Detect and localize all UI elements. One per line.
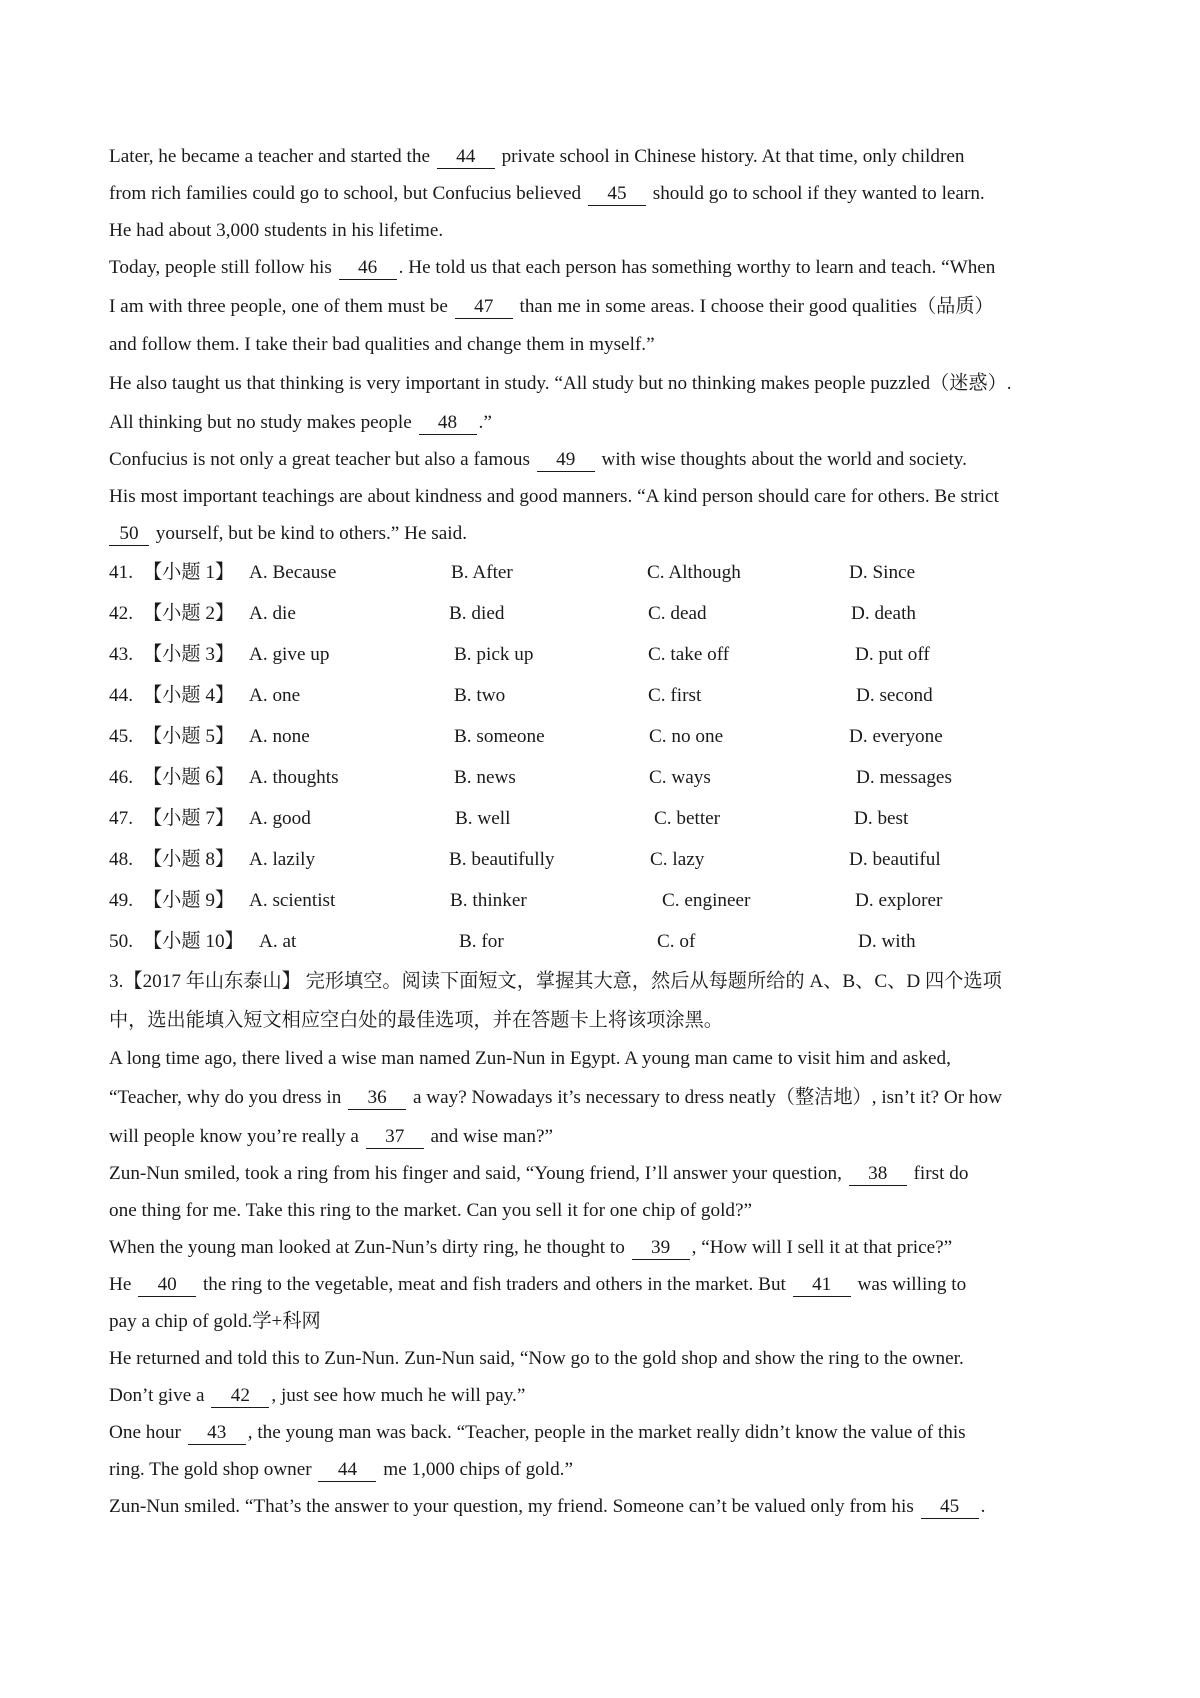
text: yourself, but be kind to others.” He said. [155,523,467,544]
option-d: D. death [851,603,917,624]
passage2-line-10 [109,1384,1100,1408]
question-number: 46. [109,767,133,788]
text: All thinking but no study makes people [109,412,412,433]
option-d: D. Since [849,562,916,583]
passage1-line-3: He had about 3,000 students in his lifetime. [109,220,444,241]
option-b: B. someone [454,726,545,747]
option-b: B. beautifully [449,849,555,870]
option-c: C. dead [648,603,707,624]
passage1-line-5 [109,295,1100,319]
question-number: 41. [109,562,133,583]
blank-49: 49 [537,450,595,472]
passage1-line-2 [109,182,1100,206]
question-row [109,930,1109,954]
question-tag: 【小题 8】 [143,849,235,870]
passage1-line-4 [109,256,1100,280]
text: I am with three people, one of them must be [109,296,448,317]
passage2-line-7 [109,1273,1100,1297]
option-b: B. well [455,808,511,829]
text: a way? Nowadays it’s necessary to dress neatly（整洁地）, isn’t it? Or how [412,1087,1002,1108]
passage2-line-4 [109,1162,1100,1186]
question-tag: 【小题 6】 [143,767,235,788]
question-tag: 【小题 3】 [143,644,235,665]
passage2-line-13 [109,1495,1100,1519]
option-a: A. give up [249,644,330,665]
question-number: 42. [109,603,133,624]
text: , the young man was back. “Teacher, people in the market really didn’t know the value of this [247,1422,966,1443]
blank-44: 44 [437,147,495,169]
question-row [109,807,1109,831]
option-a: A. at [259,931,297,952]
text: Zun-Nun smiled. “That’s the answer to your question, my friend. Someone can’t be valued only from his [109,1496,914,1517]
question-tag: 【小题 4】 [143,685,235,706]
option-d: D. second [856,685,933,706]
option-d: D. beautiful [849,849,941,870]
passage2-line-1: A long time ago, there lived a wise man named Zun-Nun in Egypt. A young man came to visit him and asked, [109,1048,951,1069]
question-row [109,561,1109,585]
option-b: B. two [454,685,506,706]
text: Later, he became a teacher and started the [109,146,430,167]
question-number: 44. [109,685,133,706]
passage1-line-1 [109,145,1100,169]
option-a: A. scientist [249,890,336,911]
option-c: C. ways [649,767,711,788]
text: Zun-Nun smiled, took a ring from his finger and said, “Young friend, I’ll answer your question, [109,1163,842,1184]
question-tag: 【小题 7】 [143,808,235,829]
blank-38: 38 [849,1164,907,1186]
text: the ring to the vegetable, meat and fish traders and others in the market. But [202,1274,786,1295]
question-row [109,889,1109,913]
blank-36: 36 [348,1088,406,1110]
text: “Teacher, why do you dress in [109,1087,342,1108]
text: , “How will I sell it at that price?” [691,1237,953,1258]
text: from rich families could go to school, but Confucius believed [109,183,582,204]
question-tag: 【小题 2】 [143,603,235,624]
blank-40: 40 [138,1275,196,1297]
blank-50: 50 [109,524,149,546]
option-a: A. Because [249,562,337,583]
passage1-line-10: His most important teachings are about kindness and good manners. “A kind person should care for others. Be strict [109,486,999,507]
blank-39: 39 [632,1238,690,1260]
option-d: D. put off [855,644,930,665]
option-a: A. die [249,603,296,624]
section3-heading-line-2: 中，选出能填入短文相应空白处的最佳选项，并在答题卡上将该项涂黑。 [109,1010,723,1031]
text: will people know you’re really a [109,1126,359,1147]
text: than me in some areas. I choose their good qualities（品质） [519,296,994,317]
blank-46: 46 [339,258,397,280]
question-number: 50. [109,931,133,952]
question-row [109,766,1109,790]
option-d: D. messages [856,767,952,788]
question-tag: 【小题 1】 [143,562,235,583]
option-c: C. better [654,808,721,829]
text: . He told us that each person has something worthy to learn and teach. “When [398,257,996,278]
option-c: C. lazy [650,849,705,870]
option-c: C. Although [647,562,741,583]
option-a: A. lazily [249,849,316,870]
option-b: B. pick up [454,644,534,665]
question-number: 48. [109,849,133,870]
option-b: B. for [459,931,504,952]
passage1-line-6: and follow them. I take their bad qualities and change them in myself.” [109,334,655,355]
text: private school in Chinese history. At that time, only children [501,146,965,167]
passage1-line-7: He also taught us that thinking is very important in study. “All study but no thinking makes people puzzled（迷惑）. [109,373,1012,394]
section3-heading-line-1: 3.【2017 年山东泰山】 完形填空。阅读下面短文，掌握其大意，然后从每题所给的 A、B、C、D 四个选项 [109,971,1002,992]
option-d: D. explorer [855,890,943,911]
question-number: 43. [109,644,133,665]
text: with wise thoughts about the world and society. [601,449,967,470]
option-a: A. thoughts [249,767,339,788]
text: me 1,000 chips of gold.” [383,1459,573,1480]
passage2-line-8: pay a chip of gold.学+科网 [109,1311,321,1332]
question-row [109,725,1109,749]
passage2-line-12 [109,1458,1100,1482]
text: was willing to [857,1274,967,1295]
passage2-line-2 [109,1086,1100,1110]
question-number: 45. [109,726,133,747]
text: ring. The gold shop owner [109,1459,312,1480]
option-a: A. good [249,808,311,829]
blank-42: 42 [211,1386,269,1408]
passage1-line-11 [109,522,1100,546]
blank-41: 41 [793,1275,851,1297]
text: and wise man?” [430,1126,554,1147]
passage2-line-11 [109,1421,1100,1445]
text: Confucius is not only a great teacher but also a famous [109,449,530,470]
text: . [980,1496,986,1517]
question-row [109,643,1109,667]
text: should go to school if they wanted to learn. [652,183,985,204]
passage2-line-3 [109,1125,1100,1149]
blank-48: 48 [419,413,477,435]
blank-37: 37 [366,1127,424,1149]
text: , just see how much he will pay.” [271,1385,526,1406]
option-d: D. with [858,931,916,952]
text: One hour [109,1422,181,1443]
blank-47: 47 [455,297,513,319]
option-a: A. one [249,685,301,706]
question-row [109,684,1109,708]
question-number: 49. [109,890,133,911]
passage2-line-6 [109,1236,1100,1260]
option-d: D. everyone [849,726,943,747]
option-d: D. best [854,808,909,829]
question-row [109,602,1109,626]
option-b: B. died [449,603,505,624]
blank-45: 45 [588,184,646,206]
option-c: C. first [648,685,702,706]
blank-45b: 45 [921,1497,979,1519]
question-row [109,848,1109,872]
question-tag: 【小题 5】 [143,726,235,747]
text: first do [913,1163,969,1184]
option-b: B. After [451,562,513,583]
option-b: B. thinker [450,890,527,911]
question-number: 47. [109,808,133,829]
passage2-line-5: one thing for me. Take this ring to the market. Can you sell it for one chip of gold?” [109,1200,753,1221]
question-tag: 【小题 10】 [143,931,244,952]
option-b: B. news [454,767,516,788]
option-c: C. engineer [662,890,751,911]
option-a: A. none [249,726,310,747]
text: When the young man looked at Zun-Nun’s dirty ring, he thought to [109,1237,625,1258]
blank-44b: 44 [318,1460,376,1482]
option-c: C. take off [648,644,730,665]
question-tag: 【小题 9】 [143,890,235,911]
text: .” [478,412,492,433]
passage1-line-8 [109,411,1100,435]
option-c: C. of [657,931,696,952]
passage2-line-9: He returned and told this to Zun-Nun. Zun-Nun said, “Now go to the gold shop and show the ring to the owner. [109,1348,964,1369]
text: Don’t give a [109,1385,205,1406]
option-c: C. no one [649,726,724,747]
text: He [109,1274,132,1295]
text: Today, people still follow his [109,257,332,278]
blank-43: 43 [188,1423,246,1445]
passage1-line-9 [109,448,1100,472]
